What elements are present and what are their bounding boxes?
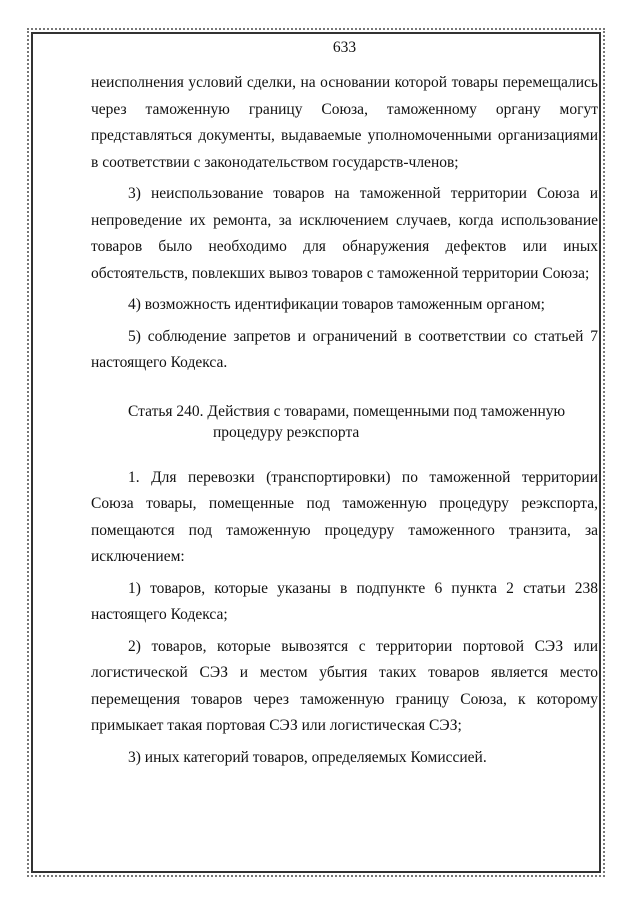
article-subitem-2: 2) товаров, которые вывозятся с территории портовой СЭЗ или логистической СЭЗ и местом убытия таких товаров является место перемещения товаров через таможенную границу Союза, к которому примыкает такая портовая СЭЗ или логистическая СЭЗ; [91, 637, 598, 734]
page-number: 633 [332, 39, 357, 56]
paragraph-continuation: неисполнения условий сделки, на основании которой товары перемещались через таможенную границу Союза, таможенному органу могут представляться документы, выдаваемые уполномоченными организациями в соответствии с законодательством государств-членов; [91, 74, 598, 171]
article-paragraph-1: 1. Для перевозки (транспортировки) по таможенной территории Союза товары, помещенные под таможенную процедуру реэкспорта, помещаются под таможенную процедуру таможенного транзита, за исключением: [91, 468, 598, 565]
paragraph-item-4: 4) возможность идентификации товаров таможенным органом; [128, 296, 545, 313]
article-subitem-1: 1) товаров, которые указаны в подпункте 6 пункта 2 статьи 238 настоящего Кодекса; [91, 579, 598, 623]
article-subitem-3: 3) иных категорий товаров, определяемых Комиссией. [128, 748, 487, 766]
article-heading-line1: Статья 240. Действия с товарами, помещенными под таможенную [128, 402, 566, 420]
article-heading-line2: процедуру реэкспорта [213, 423, 360, 441]
paragraph-item-5: 5) соблюдение запретов и ограничений в соответствии со статьей 7 настоящего Кодекса. [91, 327, 598, 371]
document-page [91, 38, 598, 771]
paragraph-item-3: 3) неиспользование товаров на таможенной территории Союза и непроведение их ремонта, за исключением случаев, когда использование товаров было необходимо для обнаружения дефектов или иных обстоятельств, повлекших вывоз товаров с таможенной территории Союза; [91, 185, 598, 282]
article-heading [91, 401, 598, 443]
